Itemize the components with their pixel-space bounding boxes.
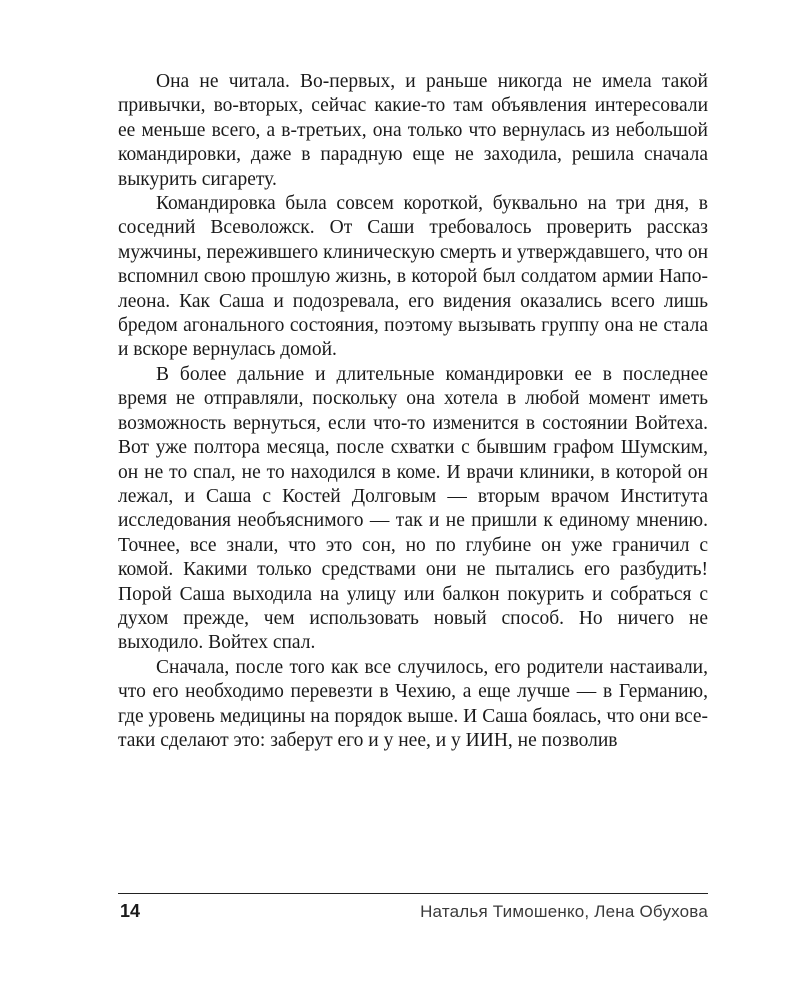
paragraph-3: В более дальние и длительные командировки ее в последнее время не отправляли, поскольку она хотела в любой момент иметь возможность вернуться, если что-то изменится в состоянии Войтеха. Вот уже полтора месяца, после схватки с бывшим графом Шумским, он не то спал, не то находился в коме. И врачи клиники, в которой он лежал, и Саша с Костей Долговым — вторым врачом Института исследования необъяснимого — так и не пришли к единому мнению. Точнее, все знали, что это сон, но по глубине он уже граничил с комой. Какими только средствами они не пытались его разбудить! Порой Саша выходила на улицу или балкон покурить и собраться с духом прежде, чем использовать новый способ. Но ничего не выходило. Войтех спал. [118,363,708,654]
paragraph-4: Сначала, после того как все случилось, его родители настаивали, что его необходимо перевезти в Чехию, а еще лучше — в Германию, где уровень медицины на порядок выше. И Саша боялась, что они все-таки сделают это: заберут его и у нее, и у ИИН, не позволив [118,656,708,751]
footer-divider [118,893,708,894]
paragraph-1: Она не читала. Во-первых, и раньше никогда не имела такой привычки, во-вторых, сейчас какие-то там объявления интересовали ее меньше всего, а в-третьих, она только что вернулась из небольшой командировки, даже в парадную еще не заходила, решила сначала выкурить сигарету. [118,71,708,190]
page-number: 14 [120,901,141,921]
page-footer [118,901,708,927]
running-footer-authors: Наталья Тимошенко, Лена Обухова [420,902,708,921]
paragraph-2: Командировка была совсем короткой, буквально на три дня, в соседний Всеволожск. От Саши требовалось проверить рассказ мужчины, пережившего клиническую смерть и утверждавшего, что он вспомнил свою прошлую жизнь, в которой был солдатом армии Наполеона. Как Саша и подозревала, его видения оказались всего лишь бредом агонального состояния, поэтому вызывать группу она не стала и вскоре вернулась домой. [118,193,708,361]
book-page-body [118,70,708,753]
